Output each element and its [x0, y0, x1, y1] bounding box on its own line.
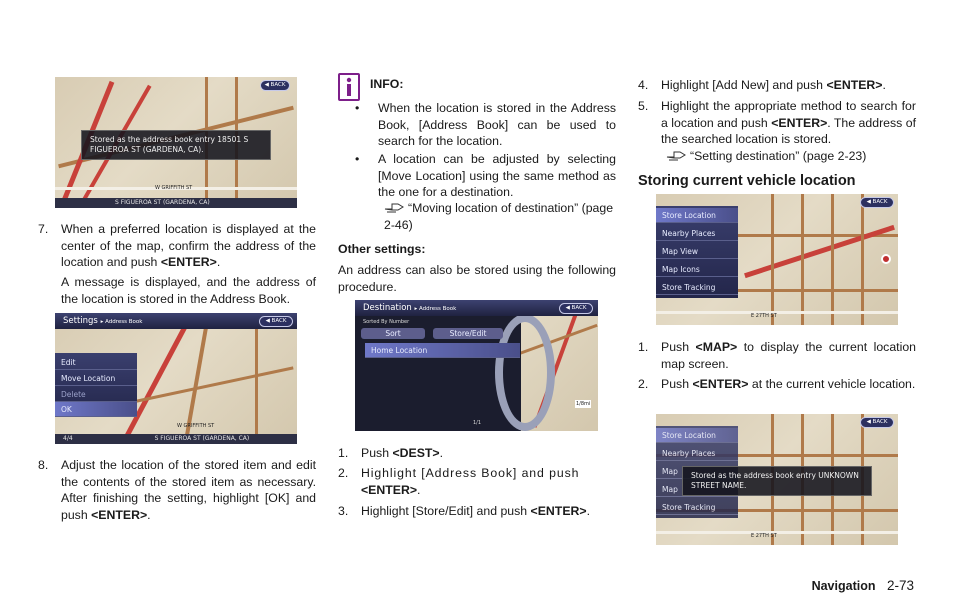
- settings-title: Settings: [63, 316, 98, 326]
- back-button[interactable]: ◀ BACK: [860, 197, 894, 208]
- store-location-menu-screenshot: [656, 194, 898, 325]
- menu-map-icons[interactable]: Map Icons: [656, 262, 738, 277]
- store-edit-button[interactable]: Store/Edit: [433, 328, 503, 339]
- menu-map-view[interactable]: Map: [656, 464, 738, 479]
- step-1-map: 1. Push <MAP> to display the current location map screen.: [638, 340, 916, 371]
- step-1-dest: 1. Push <DEST>.: [338, 446, 444, 460]
- menu-delete[interactable]: Delete: [55, 387, 137, 402]
- reference-hand-icon: [666, 149, 686, 162]
- map-menu: [656, 206, 738, 298]
- step-7: 7. When a preferred location is displayed at the center of the map, confirm the address of the location and push <ENTER>.: [38, 222, 316, 269]
- info-bullet-1: • When the location is stored in the Address Book, [Address Book] can be used to search for the location.: [355, 101, 616, 148]
- stored-message: Stored as the address book entry UNKNOWN STREET NAME.: [682, 466, 872, 496]
- menu-store-location[interactable]: Store Location: [656, 428, 738, 443]
- menu-edit[interactable]: Edit: [55, 355, 137, 370]
- menu-store-location[interactable]: Store Location: [656, 208, 738, 223]
- destination-address-book-screenshot: [355, 300, 598, 431]
- destination-header: Destination ▸ Address Book: [355, 300, 598, 316]
- sorted-label: Sorted By Number: [363, 319, 410, 325]
- info-bullet-2: • A location can be adjusted by selecting [Move Location] using the same method as the one for a destination.: [355, 152, 616, 199]
- page-indicator: 1/1: [473, 420, 482, 426]
- footer-section: Navigation: [811, 579, 876, 593]
- vehicle-icon: [881, 254, 891, 264]
- destination-title: Destination: [363, 303, 412, 313]
- stored-vehicle-location-screenshot: [656, 414, 898, 545]
- back-button[interactable]: ◀ BACK: [559, 303, 593, 314]
- step-2-map: 2. Push <ENTER> at the current vehicle location.: [638, 377, 916, 391]
- settings-crumb: Address Book: [105, 319, 143, 325]
- step-8: 8. Adjust the location of the stored item and edit the contents of the stored item as necessary. After finishing the setting, highlight [OK] and push <ENTER>.: [38, 458, 316, 522]
- section-title: Storing current vehicle location: [638, 173, 856, 189]
- settings-menu: [55, 353, 137, 417]
- address-text: S FIGUEROA ST (GARDENA, CA): [154, 435, 250, 442]
- menu-map-view[interactable]: Map View: [656, 244, 738, 259]
- sort-button[interactable]: Sort: [361, 328, 425, 339]
- info-title: INFO:: [370, 77, 404, 91]
- ref-moving-location: “Moving location of destination” (page 2-46): [384, 201, 614, 232]
- step-4: 4. Highlight [Add New] and push <ENTER>.: [638, 78, 886, 92]
- scale-indicator: 1/8mi: [576, 401, 591, 407]
- home-location-item[interactable]: Home Location: [365, 343, 520, 358]
- info-icon: [338, 73, 360, 101]
- street-label: E 27TH ST: [751, 313, 777, 319]
- back-button[interactable]: ◀ BACK: [259, 316, 293, 327]
- step-7-note: A message is displayed, and the address of the location is stored in the Address Book.: [61, 275, 316, 306]
- street-label: W GRIFFITH ST: [177, 423, 215, 429]
- settings-header: Settings ▸ Address Book: [55, 313, 297, 329]
- destination-crumb: Address Book: [419, 306, 457, 312]
- address-bar: [55, 434, 297, 444]
- back-button[interactable]: ◀ BACK: [260, 80, 290, 91]
- menu-ok[interactable]: OK: [55, 402, 137, 417]
- page-indicator: 4/4: [63, 435, 73, 442]
- step-2-dest: 2. Highlight [Address Book] and push <ENTER>.: [338, 466, 580, 497]
- back-button[interactable]: ◀ BACK: [860, 417, 894, 428]
- street-label: W GRIFFITH ST: [155, 185, 193, 191]
- step-5: 5. Highlight the appropriate method to search for a location and push <ENTER>. The address of the searched location is stored.: [638, 99, 917, 146]
- address-bar: S FIGUEROA ST (GARDENA, CA): [55, 198, 297, 208]
- other-settings-title: Other settings:: [338, 242, 426, 256]
- ref-setting-destination: “Setting destination” (page 2-23): [666, 148, 916, 165]
- menu-store-tracking[interactable]: Store Tracking: [656, 280, 738, 295]
- stored-message: Stored as the address book entry 18501 S FIGUEROA ST (GARDENA, CA).: [81, 130, 271, 160]
- settings-address-book-screenshot: [55, 313, 297, 444]
- menu-nearby-places[interactable]: Nearby Places: [656, 446, 738, 461]
- menu-store-tracking[interactable]: Store Tracking: [656, 500, 738, 515]
- reference-hand-icon: [384, 201, 404, 214]
- menu-nearby-places[interactable]: Nearby Places: [656, 226, 738, 241]
- menu-move-location[interactable]: Move Location: [55, 371, 137, 386]
- info-block: [338, 73, 616, 101]
- page-footer: [812, 578, 914, 593]
- other-settings-text: An address can also be stored using the following procedure.: [338, 263, 616, 294]
- map-stored-screenshot: [55, 77, 297, 208]
- footer-page: 2-73: [886, 578, 914, 593]
- menu-map-icons[interactable]: Map: [656, 482, 738, 497]
- street-label: E 27TH ST: [751, 533, 777, 539]
- step-3-dest: 3. Highlight [Store/Edit] and push <ENTER>.: [338, 504, 591, 518]
